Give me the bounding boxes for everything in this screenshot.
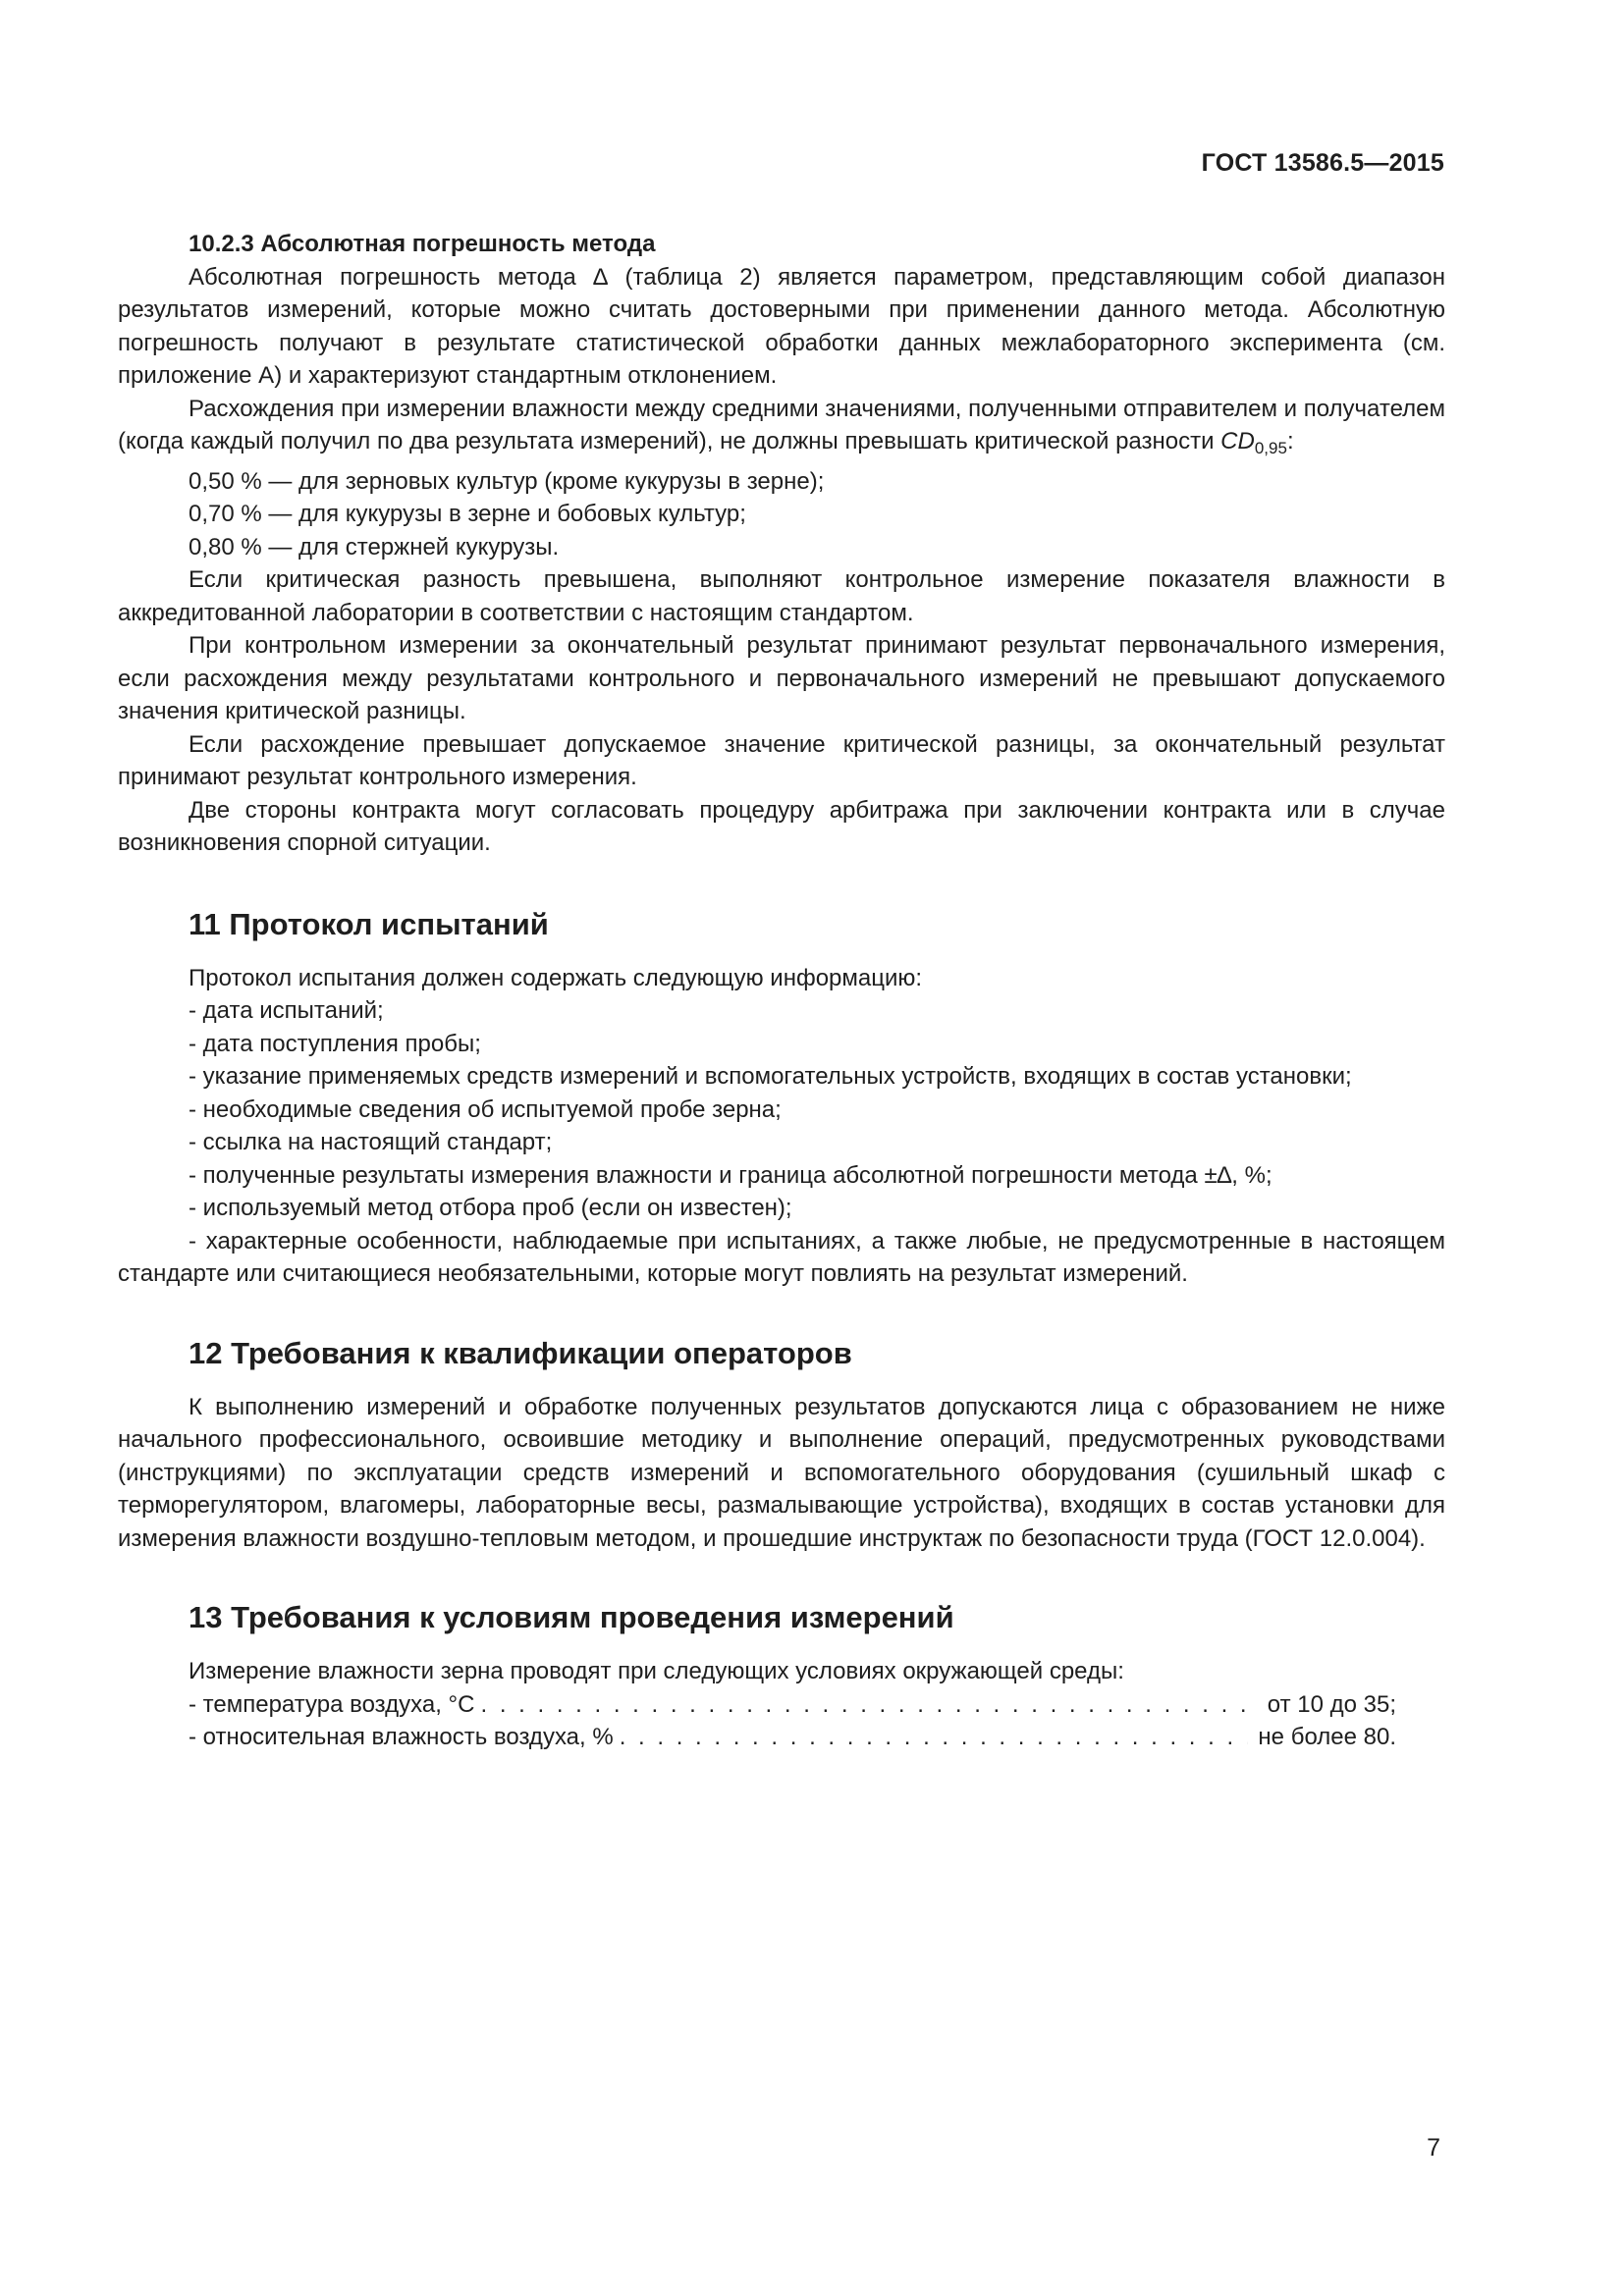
list-item: - характерные особенности, наблюдаемые при испытаниях, а также любые, не предусмотренные в настоящем стандарте или считающиеся необязательными, которые могут повлиять на результат измерений.: [118, 1227, 1445, 1287]
section-heading-13: 13 Требования к условиям проведения измерений: [189, 1600, 954, 1634]
paragraph-critical-difference: [118, 393, 1445, 465]
list-item: - ссылка на настоящий стандарт;: [189, 1129, 553, 1155]
paragraph: Если критическая разность превышена, выполняют контрольное измерение показателя влажности в аккредитованной лаборатории в соответствии с настоящим стандартом.: [118, 566, 1445, 626]
list-item: - используемый метод отбора проб (если он известен);: [189, 1195, 792, 1221]
leader-dots: [480, 1688, 1257, 1722]
list-item: - дата поступления пробы;: [189, 1030, 481, 1057]
cd-symbol: CD: [1220, 428, 1255, 454]
page-content: [118, 228, 1445, 1754]
page-number: 7: [1427, 2134, 1440, 2162]
limit-item: 0,70 % — для кукурузы в зерне и бобовых культур;: [189, 501, 746, 527]
paragraph: Две стороны контракта могут согласовать процедуру арбитража при заключении контракта или в случае возникновения спорной ситуации.: [118, 796, 1445, 856]
condition-row-humidity: [118, 1721, 1396, 1754]
paragraph: К выполнению измерений и обработке полученных результатов допускаются лица с образованием не ниже начального профессионального, освоившие методику и выполнение операций, предусмотренных руководствами (инструкциями) по эксплуатации средств измерений и вспомогательного оборудования (сушильный шкаф с терморегулятором, влагомеры, лабораторные весы, размалывающие устройства), входящих в состав установки для измерения влажности воздушно-тепловым методом, и прошедшие инструктаж по безопасности труда (ГОСТ 12.0.004).: [118, 1393, 1445, 1552]
condition-row-temperature: [118, 1688, 1396, 1722]
section-intro: Измерение влажности зерна проводят при следующих условиях окружающей среды:: [189, 1658, 1124, 1684]
limit-item: 0,80 % — для стержней кукурузы.: [189, 533, 560, 561]
paragraph: Если расхождение превышает допускаемое значение критической разницы, за окончательный результат принимают результат контрольного измерения.: [118, 730, 1445, 790]
list-item: - полученные результаты измерения влажности и граница абсолютной погрешности метода ±∆, %;: [189, 1161, 1272, 1189]
leader-dots: [620, 1721, 1249, 1754]
condition-value: от 10 до 35;: [1267, 1690, 1396, 1718]
cd-subscript: 0,95: [1254, 439, 1287, 457]
list-item: - указание применяемых средств измерений и вспомогательных устройств, входящих в состав установки;: [189, 1063, 1352, 1090]
paragraph-text: Расхождения при измерении влажности между средними значениями, полученными отправителем и получателем (когда каждый получил по два результата измерений), не должны превышать критической разности: [118, 395, 1445, 454]
subsection-heading-10-2-3: 10.2.3 Абсолютная погрешность метода: [189, 231, 656, 257]
standard-designation: ГОСТ 13586.5—2015: [1201, 149, 1444, 177]
section-intro: Протокол испытания должен содержать следующую информацию:: [189, 964, 923, 991]
condition-value: не более 80.: [1258, 1724, 1396, 1750]
paragraph: Абсолютная погрешность метода ∆ (таблица 2) является параметром, представляющим собой диапазон результатов измерений, которые можно считать достоверными при применении данного метода. Абсолютную погрешность получают в результате статистической обработки данных межлабораторного эксперимента (см. приложение А) и характеризуют стандартным отклонением.: [118, 263, 1445, 389]
condition-label: - температура воздуха, °С: [189, 1690, 475, 1718]
list-item: - дата испытаний;: [189, 997, 384, 1024]
section-heading-11: 11 Протокол испытаний: [189, 906, 549, 941]
limit-item: 0,50 % — для зерновых культур (кроме кукурузы в зерне);: [189, 467, 825, 495]
section-heading-12: 12 Требования к квалификации операторов: [189, 1335, 852, 1370]
paragraph-text: :: [1286, 428, 1294, 454]
paragraph: При контрольном измерении за окончательный результат принимают результат первоначального измерения, если расхождения между результатами контрольного и первоначального измерений не превышают допускаемого значения критической разницы.: [118, 632, 1445, 724]
list-item: - необходимые сведения об испытуемой пробе зерна;: [189, 1095, 782, 1123]
condition-label: - относительная влажность воздуха, %: [189, 1724, 614, 1750]
